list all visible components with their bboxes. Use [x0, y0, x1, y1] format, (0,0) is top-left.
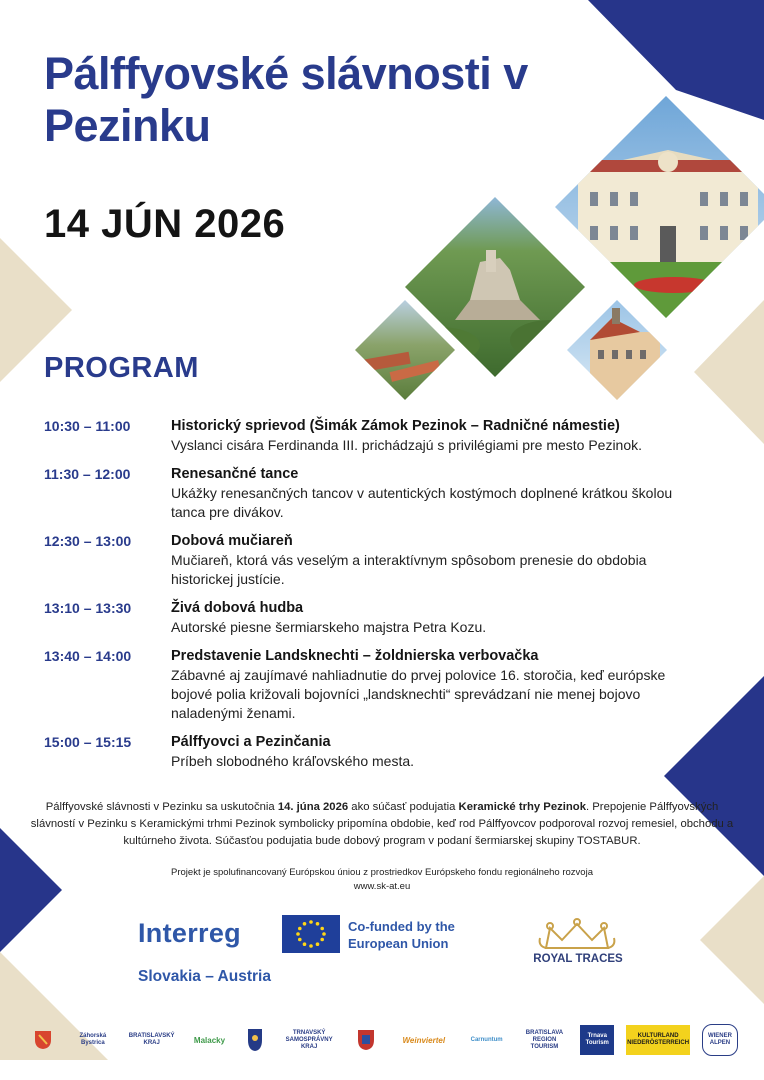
partner-logo: Carnuntum — [470, 1036, 503, 1043]
schedule-time: 15:00 – 15:15 — [44, 734, 132, 750]
interreg-region: Slovakia – Austria — [138, 968, 271, 985]
partner-logo — [241, 1025, 269, 1055]
schedule-time: 11:30 – 12:00 — [44, 466, 131, 482]
partner-logo — [26, 1025, 60, 1055]
schedule-title: Pálffyovci a Pezinčania — [171, 734, 331, 750]
schedule-desc: Vyslanci cisára Ferdinanda III. prichádzajú s privilégiami pre mesto Pezinok. — [171, 437, 643, 453]
schedule-time: 13:10 – 13:30 — [44, 600, 132, 616]
schedule-item — [44, 532, 724, 589]
partner-logo: TRNAVSKÝ SAMOSPRÁVNY KRAJ — [285, 1029, 333, 1050]
schedule-item — [44, 733, 724, 771]
schedule-title: Historický sprievod (Šimák Zámok Pezinok – Radničné námestie) — [171, 418, 620, 434]
schedule-desc: Príbeh slobodného kráľovského mesta. — [171, 753, 415, 769]
interreg-logo: Interreg — [138, 918, 241, 948]
schedule-item — [44, 599, 724, 637]
summary-text: Pálffyovské slávnosti v Pezinku sa uskutočnia — [45, 801, 278, 813]
eu-cofunded-text: Co-funded by the European Union — [348, 919, 455, 951]
event-date: 14 JÚN 2026 — [44, 202, 286, 246]
coat-of-arms-icon — [357, 1029, 375, 1051]
schedule-title: Živá dobová hudba — [171, 600, 304, 616]
partner-logo: Záhorská Bystrica — [79, 1033, 107, 1046]
summary-text: . Prepojenie Pálffyovských slávností v Pezinku s Keramickými trhmi Pezinok symbolicky pripomína obdobie, keď rod Pálffyovcov podporoval rozvoj remesiel, obchodu a kultúrneho života. Súčasťou podujatia bude dobový program v podaní šermiarskej skupiny TOSTABUR. — [30, 801, 734, 847]
schedule-desc: Ukážky renesančných tancov v autentických kostýmoch doplnené krátkou školou tanca pre divákov. — [171, 485, 673, 520]
summary-date: 14. júna 2026 — [277, 801, 349, 813]
schedule-detail — [171, 417, 724, 455]
schedule-title: Predstavenie Landsknechti – žoldnierska verbovačka — [171, 648, 539, 664]
schedule-desc: Zábavné aj zaujímavé nahliadnutie do prvej polovice 16. storočia, keď európske bojové polia križovali bojovníci „landsknechti“ sprevádzaní nie menej bojovo naladenými ženami. — [171, 667, 666, 721]
coat-of-arms-icon — [247, 1028, 263, 1052]
funding-note — [130, 866, 634, 893]
summary-text: ako súčasť podujatia — [348, 801, 459, 813]
schedule-title: Dobová mučiareň — [171, 533, 293, 549]
partner-logo: Malacky — [193, 1035, 226, 1045]
schedule-time: 13:40 – 14:00 — [44, 648, 132, 664]
summary-event-name: Keramické trhy Pezinok — [458, 801, 586, 813]
schedule-item — [44, 465, 724, 522]
crown-icon — [536, 918, 618, 954]
partner-logo — [349, 1025, 383, 1055]
partner-logo: BRATISLAVSKÝ KRAJ — [128, 1033, 175, 1046]
schedule-detail — [171, 647, 724, 723]
event-summary — [24, 799, 740, 850]
partner-logo: Weinviertel — [402, 1035, 446, 1045]
schedule-detail — [171, 532, 724, 589]
schedule-detail — [171, 733, 724, 771]
schedule-detail — [171, 465, 724, 522]
schedule-time: 12:30 – 13:00 — [44, 533, 132, 549]
schedule-list — [44, 417, 724, 781]
royal-traces-logo: ROYAL TRACES — [533, 953, 623, 965]
schedule-title: Renesančné tance — [171, 466, 299, 482]
coat-of-arms-icon — [34, 1030, 52, 1050]
program-heading: PROGRAM — [44, 352, 199, 384]
schedule-item — [44, 647, 724, 723]
page-title: Pálffyovské slávnosti v Pezinku — [44, 48, 528, 151]
partner-logos — [26, 1022, 738, 1058]
schedule-desc: Autorské piesne šermiarskeho majstra Petra Kozu. — [171, 619, 487, 635]
partner-logo: BRATISLAVA REGION TOURISM — [525, 1029, 564, 1050]
schedule-item — [44, 417, 724, 455]
eu-flag-icon — [282, 915, 340, 953]
schedule-time: 10:30 – 11:00 — [44, 418, 131, 434]
partner-logo: Trnava Tourism — [580, 1025, 614, 1055]
project-url[interactable]: www.sk-at.eu — [353, 880, 411, 892]
schedule-desc: Mučiareň, ktorá vás veselým a interaktívnym spôsobom prenesie do obdobia historickej justície. — [171, 552, 647, 587]
partner-logo: WIENER ALPEN — [702, 1024, 738, 1056]
partner-logo: KULTURLAND NIEDERÖSTERREICH — [626, 1025, 690, 1055]
funding-line: Projekt je spolufinancovaný Európskou úniou z prostriedkov Európskeho fondu regionálneho rozvoja — [171, 867, 593, 878]
schedule-detail — [171, 599, 724, 637]
